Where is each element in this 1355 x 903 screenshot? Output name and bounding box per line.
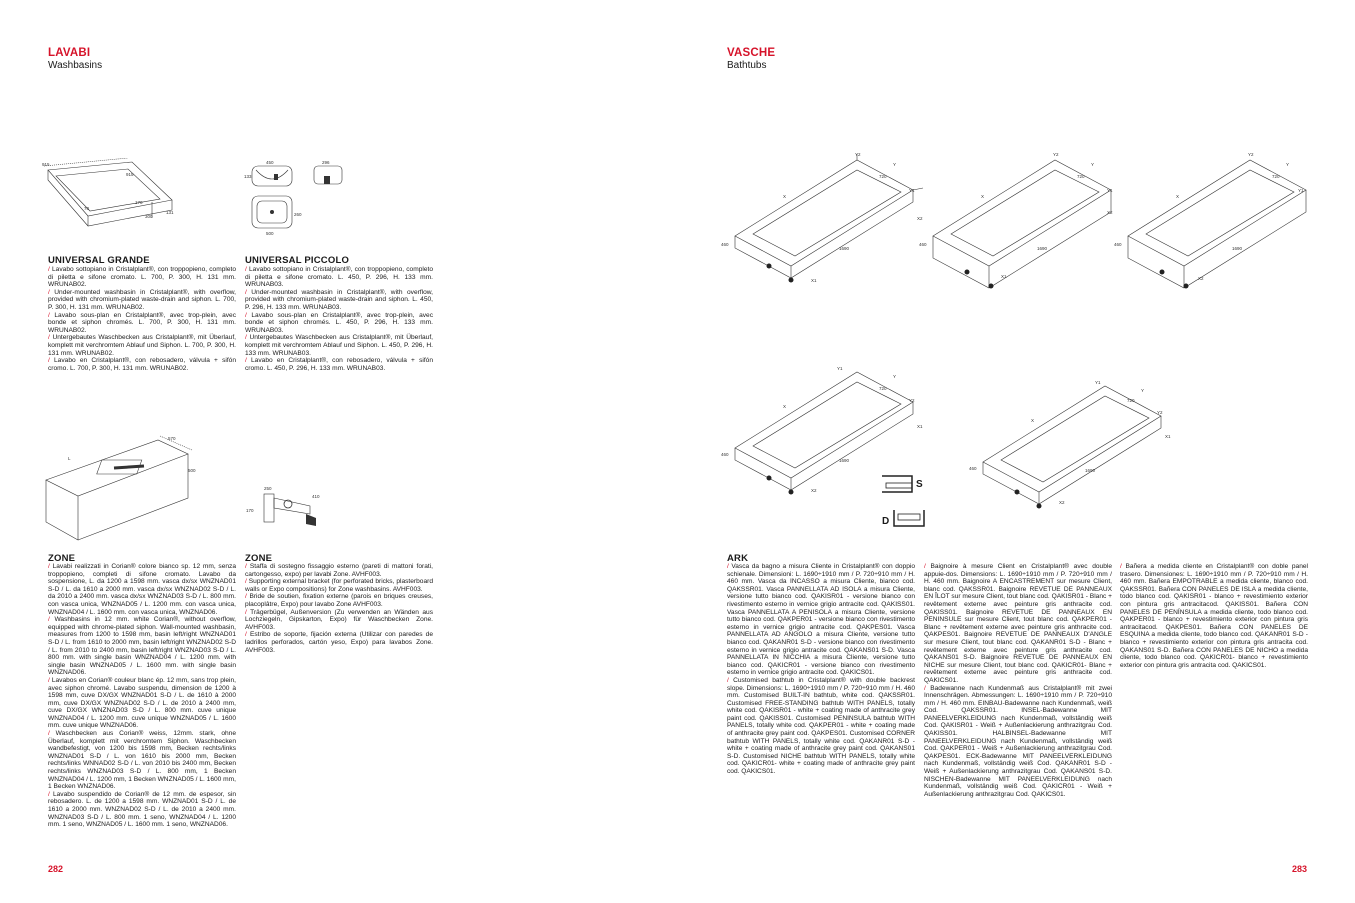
dim-label: X bbox=[783, 404, 787, 409]
desc-paragraph: / Lavabo sous-plan en Cristalplant®, avec trop-plein, avec bonde et siphon chromés. L. 700, P. 300, H. 131 mm. WRUNAB02. bbox=[48, 311, 236, 334]
desc-paragraph: / Badewanne nach Kundenmaß aus Cristalplant® mit zwei Innenschrägen. Abmessungen: L. 1690÷1910 mm / P. 720÷910 mm / H. 460 mm. EINBAU-Badewanne nach Kundenmaß, weiß Cod. QAKSSR01. INSEL-Badewanne MIT PANEELVERKLEIDUNG nach Kundenmaß, vollständig weiß Cod. QAKISR01 - Weiß + Außenlackierung anthrazitgrau Cod. QAKISS01. HALBINSEL-Badewanne MIT PANEELVERKLEIDUNG nach Kundenmaß, vollständig weiß Cod. QAKPER01 - Weiß + Außenlackierung anthrazitgrau Cod. QAKPES01. ECK-Badewanne MIT PANEELVERKLEIDUNG nach Kundenmaß, vollständig weiß Cod. QAKANR01 S-D - Weiß + Außenlackierung anthrazitgrau Cod. QAKANS01 S-D. NISCHEN-Badewanne MIT PANEELVERKLEIDUNG nach Kundenmaß, vollständig weiß Cod. QAKICR01 - Weiß + Außenlackierung anthrazitgrau Cod. QAKICS01. bbox=[924, 684, 1112, 798]
dim-label: Y bbox=[1091, 162, 1095, 167]
dim-label: 1690 bbox=[1037, 246, 1048, 251]
dim-label: 460 bbox=[1114, 242, 1122, 247]
desc-paragraph: / Estribo de soporte, fijación externa (Utilizar con paredes de ladrillos perforados, cartón yeso, Expo) para lavabos Zone. AVHF003. bbox=[245, 631, 433, 654]
universal-piccolo-description bbox=[245, 266, 433, 372]
dim-label: X bbox=[1176, 194, 1180, 199]
desc-paragraph: / Washbasins in 12 mm. white Corian®, without overflow, equipped with chrome-plated siphon. Wall-mounted washbasin, measures from 1200 to 1598 mm, basin left/right WNZNAD01 S-D / L. from 1610 to 2000 mm, basin left/right WNZNAD02 S-D / L. from 2010 to 2400 mm, basin left/right WNZNAD03 S-D / L. 800 mm. with single basin WNZNAD04 / L. 1200 mm. with single basin WNZNAD05 / L. 1600 mm. with single basin WNZNAD06. bbox=[48, 616, 236, 677]
dim-label: 170 bbox=[246, 508, 254, 513]
desc-paragraph: / Baignoire à mesure Client en Cristalplant® avec double appuie-dos. Dimensions: L. 1690÷1910 mm / P. 720÷910 mm / H. 460 mm. Baignoire A ENCASTREMENT sur mesure Client, blanc cod. QAKSSR01. Baignoire REVETUE DE PANNEAUX EN ÎLOT sur mesure Client, tout blanc cod. QAKISR01 - Blanc + revêtement externe avec peinture gris anthracite cod. QAKISS01. Baignoire REVETUE DE PANNEAUX EN PENINSULE sur mesure Client, tout blanc cod. QAKPER01 - Blanc + revêtement externe avec peinture gris anthracite cod. QAKPES01. Baignoire REVETUE DE PANNEAUX D'ANGLE sur mesure Client, tout blanc cod. QAKANR01 S-D - Blanc + revêtement externe avec peinture gris anthracite cod. QAKANS01 S-D. Baignoire REVETUE DE PANNEAUX EN NICHE sur mesure Client, tout blanc cod. QAKICR01- Blanc + revêtement externe avec peinture gris anthracite cod. QAKICS01. bbox=[924, 563, 1112, 684]
dim-label: 296 bbox=[322, 160, 330, 165]
dim-label: 460 bbox=[721, 242, 729, 247]
dim-label: 720 bbox=[879, 386, 887, 391]
desc-paragraph: / Bañera a medida cliente en Cristalplant® con doble panel trasero. Dimensiones: L. 1690÷1910 mm / P. 720÷910 mm / H. 460 mm. Bañera EMPOTRABLE a medida cliente, blanco cod. QAKSSR01. Bañera CON PANELES DE ISLA a medida cliente, todo blanco cod. QAKISR01 - blanco + revestimiento exterior con pintura gris antracitacod. QAKISS01. Bañera CON PANELES DE PENÍNSULA a medida cliente, todo blanco cod. QAKPER01 - blanco + revestimiento exterior con pintura gris antracitacod. QAKPES01. Bañera CON PANELES DE ESQUINA a medida cliente, todo blanco cod. QAKANR01 S-D - blanco + revestimiento exterior con pintura gris antracita cod. QAKANS01 S-D. Bañera CON PANELES DE NICHO a medida cliente, todo blanco cod. QAKICR01- blanco + revestimiento exterior con pintura gris antracita cod. QAKICS01. bbox=[1120, 563, 1309, 669]
bathtub-drawing bbox=[1110, 150, 1320, 295]
right-section-title: VASCHE bbox=[727, 47, 776, 59]
dim-label: 720 bbox=[1077, 174, 1085, 179]
desc-paragraph: / Untergebautes Waschbecken aus Cristalplant®, mit Überlauf, komplett mit verchromtem Ablauf und Siphon. L. 700, P. 300, H. 131 mm. WRUNAB02. bbox=[48, 334, 236, 357]
dim-label: X bbox=[981, 194, 985, 199]
desc-paragraph: / Lavabo en Cristalplant®, con rebosadero, válvula + sifón cromo. L. 700, P. 300, H. 131 mm. WRUNAB02. bbox=[48, 357, 236, 372]
desc-paragraph: / Lavabo sous-plan en Cristalplant®, avec trop-plein, avec bonde et siphon chromés. L. 450, P. 296, H. 133 mm. WRUNAB03. bbox=[245, 311, 433, 334]
dim-label: Y1 bbox=[909, 188, 915, 193]
ark-description-col1 bbox=[727, 563, 915, 776]
dim-label: Y bbox=[893, 162, 897, 167]
dim-label: 1690 bbox=[839, 246, 850, 251]
dim-label: X1 bbox=[1165, 434, 1171, 439]
bathtub-drawing bbox=[717, 150, 927, 295]
product-name-zone-bracket: ZONE bbox=[245, 553, 273, 564]
page-number-right: 283 bbox=[1292, 864, 1308, 874]
dim-label: 131 bbox=[166, 210, 174, 215]
dim-label: Y1 bbox=[1095, 380, 1101, 385]
desc-paragraph: / Lavabo sottopiano in Cristalplant®, con troppopieno, completo di piletta e sifone cromato. L. 450, P. 296, H. 133 mm. WRUNAB03. bbox=[245, 266, 433, 289]
product-name-ark: ARK bbox=[727, 553, 749, 564]
dim-label: X2 bbox=[1059, 500, 1065, 505]
dim-label: 250 bbox=[264, 486, 272, 491]
desc-paragraph: / Waschbecken aus Corian® weiss, 12mm. stark, ohne Überlauf, komplett mit verchromtem Siphon. Waschbecken wandbefestigt, von 1200 bis 1598 mm, Becken rechts/links WNZNAD01 S-D / L. von 1610 bis 2000 mm, Becken rechts/links WNNAD02 S-D / L. von 2010 bis 2400 mm, Becken rechts/links WNZNAD03 S-D / L. 800 mm, 1 Becken WNZNAD04 / L. 1200 mm, 1 Becken WNZNAD05 / L. 1600 mm, 1 Becken WNZNAD06. bbox=[48, 730, 236, 791]
zone-bracket-drawing bbox=[244, 484, 324, 528]
dim-label: Y1 bbox=[1107, 188, 1113, 193]
desc-paragraph: / Supporting external bracket (for perforated bricks, plasterboard walls or Expo compositions) for Zone washbasins. AVHF003. bbox=[245, 578, 433, 593]
dim-label: 460 bbox=[919, 242, 927, 247]
dim-label: 720 bbox=[1272, 174, 1280, 179]
page-number-left: 282 bbox=[48, 864, 64, 874]
left-section-title: LAVABI bbox=[48, 47, 91, 59]
product-name-universal-grande: UNIVERSAL GRANDE bbox=[48, 255, 150, 266]
dim-label: Y2 bbox=[1248, 152, 1254, 157]
product-name-zone: ZONE bbox=[48, 553, 76, 564]
dim-label: 410 bbox=[312, 494, 320, 499]
universal-piccolo-drawing bbox=[244, 160, 344, 236]
dim-label: X bbox=[1031, 418, 1035, 423]
dim-label: 460 bbox=[721, 452, 729, 457]
symbol-s-label: S bbox=[916, 479, 923, 490]
desc-paragraph: / Customised bathtub in Cristalplant® with double backrest slope. Dimensions: L. 1690÷1910 mm / P. 720÷910 mm / H. 460 mm. Customised BUILT-IN bathtub, white cod. QAKSSR01. Customised FREE-STANDING bathtub WITH PANELS, totally white cod. QAKISR01 - white + coating made of anthracite grey paint cod. QAKISS01. Customised PENINSULA bathtub WITH PANELS, totally white cod. QAKPER01 - white + coating made of anthracite grey paint cod. QAKPES01. Customised CORNER bathtub WITH PANELS, totally white cod. QAKANR01 S-D - white + coating made of anthracite grey paint cod. QAKANS01 S-D. Customised NICHE bathtub WITH PANELS, totally white cod. QAKICR01- white + coating made of anthracite grey paint cod. QAKICS01. bbox=[727, 676, 915, 776]
desc-paragraph: / Under-mounted washbasin in Cristalplant®, with overflow, provided with chromium-plated waste-drain and siphon. L. 450, P. 296, H. 133 mm. WRUNAB03. bbox=[245, 288, 433, 311]
dim-label: 915 bbox=[42, 162, 50, 167]
dim-label: Y1 bbox=[837, 366, 843, 371]
product-name-universal-piccolo: UNIVERSAL PICCOLO bbox=[245, 255, 350, 266]
ark-description-col3 bbox=[1120, 563, 1308, 669]
dim-label: 260 bbox=[294, 212, 302, 217]
desc-paragraph: / Under-mounted washbasin in Cristalplant®, with overflow, provided with chromium-plated waste-drain and siphon. L. 700, P. 300, H. 131 mm. WRUNAB02. bbox=[48, 288, 236, 311]
dim-label: Y2 bbox=[1157, 410, 1163, 415]
dim-label: X2 bbox=[811, 488, 817, 493]
desc-paragraph: / Staffa di sostegno fissaggio esterno (pareti di mattoni forati, cartongesso, expo) per lavabi Zone. AVHF003. bbox=[245, 563, 433, 578]
universal-grande-drawing bbox=[40, 158, 180, 230]
dim-label: Y1 bbox=[1298, 188, 1304, 193]
dim-label: X1 bbox=[1001, 274, 1007, 279]
dim-label: 720 bbox=[879, 174, 887, 179]
bathtub-drawing bbox=[915, 150, 1125, 295]
double-slope-symbol bbox=[892, 508, 926, 528]
dim-label: 1690 bbox=[839, 458, 850, 463]
dim-label: 500 bbox=[188, 468, 196, 473]
zone-washbasin-drawing bbox=[40, 432, 200, 544]
universal-grande-description bbox=[48, 266, 236, 372]
single-slope-symbol bbox=[880, 474, 914, 494]
dim-label: X2 bbox=[917, 216, 923, 221]
dim-label: 720 bbox=[1127, 398, 1135, 403]
dim-label: X1 bbox=[811, 278, 817, 283]
desc-paragraph: / Untergebautes Waschbecken aus Cristalplant®, mit Überlauf, komplett mit verchromtem Ablauf und Siphon. L. 450, P. 296, H. 133 mm. WRUNAB03. bbox=[245, 334, 433, 357]
desc-paragraph: / Lavabo sottopiano in Cristalplant®, con troppopieno, completo di piletta e sifone cromato. L. 700, P. 300, H. 131 mm. WRUNAB02. bbox=[48, 266, 236, 289]
dim-label: Y bbox=[1141, 388, 1145, 393]
dim-label: Y2 bbox=[909, 398, 915, 403]
left-section-subtitle: Washbasins bbox=[48, 60, 103, 71]
dim-label: 70 bbox=[84, 206, 90, 211]
dim-label: 570 bbox=[168, 436, 176, 441]
desc-paragraph: / Bride de soutien, fixation externe (parois en briques creuses, placoplâtre, Expo) pour lavabo Zone AVHF003. bbox=[245, 593, 433, 608]
desc-paragraph: / Lavabi realizzati in Corian® colore bianco sp. 12 mm, senza troppopieno, completi di sifone cromato. Lavabo da sospensione, L. da 1200 a 1598 mm. vasca dx/sx WNZNAD01 S-D / L. da 1610 a 2000 mm. vasca dx/sx WNZNAD02 S-D / L. da 2010 a 2400 mm. vasca dx/sx WNZNAD03 S-D / L. 800 mm. con vasca unica, WNZNAD05 / L. 1200 mm. con vasca unica, WNZNAD04 / L. 1600 mm. con vasca unica, WNZNAD06. bbox=[48, 563, 236, 616]
dim-label: L bbox=[68, 456, 71, 461]
dim-label: 1690 bbox=[1232, 246, 1243, 251]
dim-label: 460 bbox=[969, 466, 977, 471]
desc-paragraph: / Trägerbügel, Außenversion (Zu verwenden an Wänden aus Lochziegeln, Gipskarton, Expo) für Waschbecken Zone. AVHF003. bbox=[245, 608, 434, 631]
dim-label: 170 bbox=[135, 200, 143, 205]
symbol-d-label: D bbox=[882, 516, 890, 527]
dim-label: 450 bbox=[266, 160, 274, 165]
ark-description-col2 bbox=[924, 563, 1112, 798]
desc-paragraph: / Lavabo suspendido de Corian® de 12 mm. de espesor, sin rebosadero. L. de 1200 a 1598 mm. WNZNAD01 S-D / L. de 1610 a 2000 mm. WNZNAD02 S-D / L. de 2010 a 2400 mm. WNZNAD03 S-D / L. 800 mm. 1 seno, WNZNAD04 / L. 1200 mm. 1 seno, WNZNAD05 / L. 1600 mm. 1 seno, WNZNAD06. bbox=[48, 790, 236, 829]
dim-label: Y bbox=[1286, 162, 1290, 167]
dim-label: Y bbox=[893, 374, 897, 379]
dim-label: Y2 bbox=[855, 152, 861, 157]
dim-label: X1 bbox=[917, 424, 923, 429]
zone-bracket-description bbox=[245, 563, 433, 654]
dim-label: 133 bbox=[244, 174, 252, 179]
dim-label: 500 bbox=[266, 231, 274, 236]
dim-label: 300 bbox=[145, 214, 153, 219]
dim-label: 1690 bbox=[1085, 468, 1096, 473]
dim-label: X bbox=[783, 194, 787, 199]
bathtub-drawing bbox=[965, 376, 1175, 521]
dim-label: Y2 bbox=[1053, 152, 1059, 157]
dim-label: 915 bbox=[126, 172, 134, 177]
zone-washbasin-description bbox=[48, 563, 236, 829]
desc-paragraph: / Lavabos en Corian® couleur blanc ép. 12 mm, sans trop plein, avec siphon chromé. Lavabo suspendu, dimension de 1200 à 1598 mm, cuve DX/GX WNZNAD01 S-D / L. de 1610 à 2000 mm, cuve DX/GX WNZNAD02 S-D / L. de 2010 à 2400 mm, cuve DX/GX WNZNAD03 S-D / L. 800 mm. cuve unique WNZNAD04 / L. 1200 mm. cuve unique WNZNAD05 / L. 1600 mm. cuve unique WNZNAD06. bbox=[48, 676, 236, 730]
desc-paragraph: / Vasca da bagno a misura Cliente in Cristalplant® con doppio schienale. Dimensioni: L. 1690÷1910 mm / P. 720÷910 mm / H. 460 mm. Vasca da INCASSO a misura Cliente, bianco cod. QAKSSR01. Vasca PANNELLATA AD ISOLA a misura Cliente, versione tutto bianco cod. QAKISR01 - versione bianco con rivestimento esterno in vernice grigio antracite cod. QAKISS01. Vasca PANNELLATA A PENISOLA a misura Cliente, versione tutto bianco cod. QAKPER01 - versione bianco con rivestimento esterno in vernice grigio antracite cod. QAKPES01. Vasca PANNELLATA AD ANGOLO a misura Cliente, versione tutto bianco cod. QAKANR01 S-D - versione bianco con rivestimento esterno in vernice grigio antracite cod. QAKANS01 S-D. Vasca PANNELLATA IN NICCHIA a misura Cliente, versione tutto bianco cod. QAKICR01 - versione bianco con rivestimento esterno in vernice grigio antracite cod. QAKICS01. bbox=[727, 563, 915, 677]
desc-paragraph: / Lavabo en Cristalplant®, con rebosadero, válvula + sifón cromo. L. 450, P. 296, H. 133 mm. WRUNAB03. bbox=[245, 357, 433, 372]
dim-label: X2 bbox=[1107, 210, 1113, 215]
right-section-subtitle: Bathtubs bbox=[727, 60, 767, 71]
dim-label: X2 bbox=[1198, 276, 1204, 281]
